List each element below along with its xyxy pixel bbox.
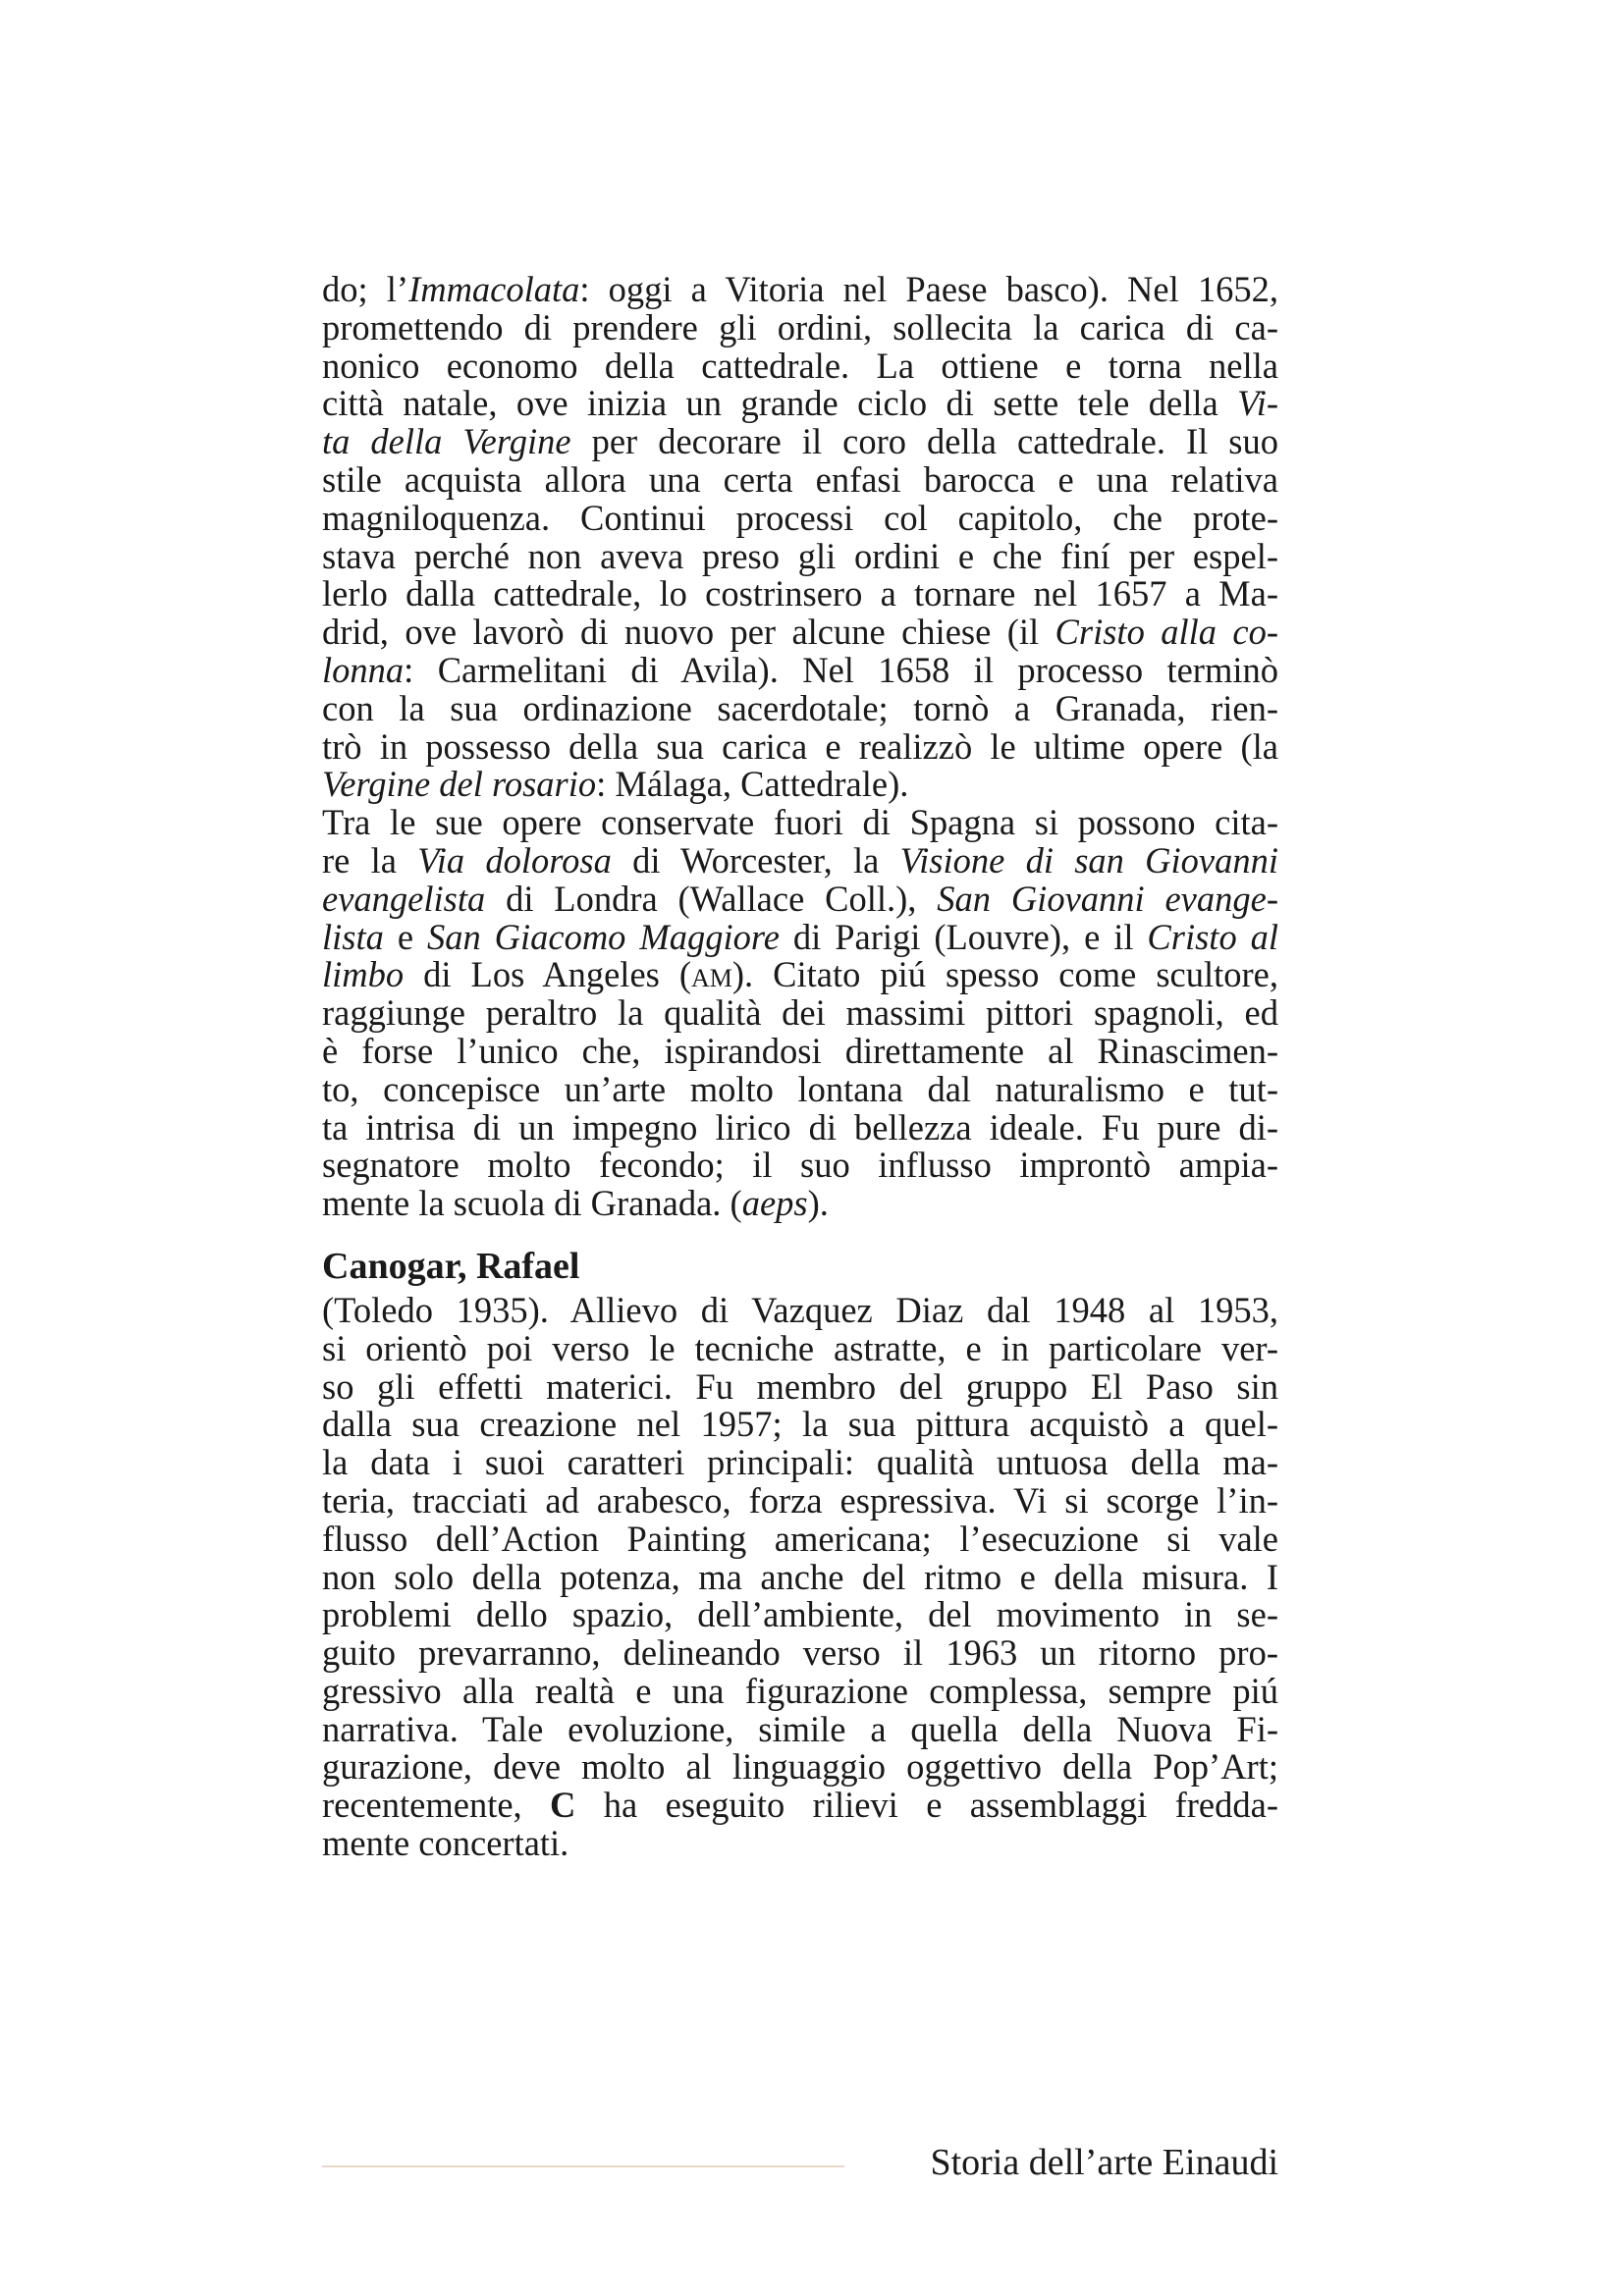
text-line — [322, 575, 1278, 614]
text-line — [322, 1518, 1278, 1559]
text-run: nonico economo della cattedrale. La ottiene e torna nella — [322, 345, 1278, 386]
author-initials: am — [691, 954, 732, 995]
text-run: ). — [807, 1183, 829, 1224]
text-run: mente la scuola di Granada. ( — [322, 1183, 742, 1224]
italic-title: Cristo al — [1147, 916, 1279, 957]
text-line — [322, 804, 1278, 842]
text-line — [322, 1365, 1278, 1407]
italic-title: limbo — [322, 954, 405, 995]
text-run: to, concepisce un’arte molto lontana dal naturalismo e tut- — [322, 1068, 1278, 1109]
text-line — [322, 423, 1278, 461]
text-run: Tra le sue opere conservate fuori di Spagna si possono cita- — [322, 802, 1278, 843]
text-run: : Carmelitani di Avila). Nel 1658 il processo terminò — [404, 649, 1278, 690]
text-line — [322, 271, 1278, 309]
text-run: promettendo di prendere gli ordini, sollecita la carica di ca- — [322, 306, 1278, 347]
text-run: di Worcester, la — [611, 839, 900, 881]
text-line — [322, 916, 1279, 957]
italic-title: Visione di san Giovanni — [899, 839, 1278, 881]
text-line — [322, 1068, 1278, 1109]
page-footer — [322, 2138, 1278, 2187]
text-run: città natale, ove inizia un grande ciclo di sette tele della — [322, 383, 1238, 424]
text-line — [322, 1289, 1278, 1330]
text-line — [322, 649, 1278, 690]
italic-title: San Giacomo Maggiore — [426, 916, 780, 957]
text-line — [322, 1327, 1278, 1368]
text-run: dalla sua creazione nel 1957; la sua pittura acquistò a quel- — [322, 1404, 1278, 1445]
paragraph-2 — [322, 804, 1278, 1223]
text-run: raggiunge peraltro la qualità dei massimi pittori spagnoli, ed — [322, 992, 1278, 1034]
italic-title: San Giovanni evange- — [937, 878, 1278, 919]
italic-title: lista — [322, 916, 384, 957]
text-line — [322, 1787, 1278, 1825]
text-line — [322, 497, 1278, 538]
text-run: teria, tracciati ad arabesco, forza espressiva. Vi si scorge l’in- — [322, 1479, 1278, 1521]
text-run: recentemente, — [322, 1785, 551, 1826]
text-run: trò in possesso della sua carica e realizzò le ultime opere (la — [322, 725, 1278, 767]
text-line — [322, 1748, 1278, 1787]
text-line — [322, 1596, 1278, 1634]
footer-title: Storia dell’arte Einaudi — [930, 2142, 1278, 2183]
text-run: ). Citato piú spesso come scultore, — [731, 954, 1278, 995]
text-line — [322, 994, 1278, 1033]
text-line — [322, 1185, 1278, 1223]
text-run: stava perché non aveva preso gli ordini e che finí per espel- — [322, 535, 1278, 576]
text-run: lerlo dalla cattedrale, lo costrinsero a tornare nel 1657 a Ma- — [322, 573, 1278, 614]
text-run: e — [383, 916, 427, 957]
italic-title: Immacolata — [408, 269, 580, 309]
text-run: : Málaga, Cattedrale). — [596, 764, 909, 805]
text-run: di Parigi (Louvre), e il — [779, 916, 1148, 957]
text-run: mente concertati. — [322, 1823, 569, 1864]
text-run: narrativa. Tale evoluzione, simile a quella della Nuova Fi- — [322, 1708, 1278, 1749]
bold-initial: C — [550, 1785, 576, 1826]
text-line — [322, 1147, 1278, 1185]
text-run: drid, ove lavorò di nuovo per alcune chiese (il — [322, 612, 1055, 653]
italic-title: Vi- — [1237, 383, 1278, 424]
text-line — [322, 347, 1278, 386]
text-run: problemi dello spazio, dell’ambiente, del movimento in se- — [322, 1594, 1278, 1635]
text-line — [322, 1030, 1278, 1071]
text-run: gressivo alla realtà e una figurazione complessa, sempre piú — [322, 1670, 1278, 1711]
text-run: ha eseguito rilievi e assemblaggi fredda- — [575, 1785, 1278, 1826]
text-line — [322, 1825, 1278, 1863]
text-line — [322, 878, 1278, 919]
italic-title: Vergine del rosario — [322, 764, 597, 805]
paragraph-1 — [322, 271, 1278, 804]
text-run: non solo della potenza, ma anche del ritmo e della misura. I — [322, 1556, 1278, 1597]
text-run: flusso dell’Action Painting americana; l’esecuzione si vale — [322, 1518, 1278, 1559]
text-line — [322, 1106, 1278, 1148]
italic-title: Cristo alla co- — [1055, 612, 1278, 653]
text-line — [322, 1556, 1278, 1597]
text-line — [322, 535, 1278, 576]
text-run: ta intrisa di un impegno lirico di bellezza ideale. Fu pure di- — [322, 1106, 1278, 1148]
text-run: segnatore molto fecondo; il suo influsso improntò ampia- — [322, 1145, 1278, 1186]
text-line — [322, 1479, 1278, 1521]
text-run: so gli effetti materici. Fu membro del gruppo El Paso sin — [322, 1365, 1278, 1407]
text-line — [322, 1670, 1278, 1711]
text-line — [322, 385, 1278, 423]
italic-title: ta della Vergine — [322, 421, 571, 462]
text-line — [322, 839, 1278, 881]
text-line — [322, 614, 1278, 652]
text-line — [322, 725, 1278, 767]
text-line — [322, 1406, 1278, 1444]
page-body — [322, 271, 1278, 1863]
text-run: di Londra (Wallace Coll.), — [485, 878, 938, 919]
text-run: stile acquista allora una certa enfasi barocca e una relativa — [322, 458, 1278, 500]
text-line — [322, 458, 1278, 500]
text-run: re la — [322, 839, 418, 881]
text-run: per decorare il coro della cattedrale. Il suo — [570, 421, 1278, 462]
text-line — [322, 1634, 1278, 1673]
text-run: di Los Angeles ( — [404, 954, 691, 995]
text-line — [322, 1444, 1278, 1482]
text-line — [322, 766, 1278, 804]
text-line — [322, 306, 1278, 347]
text-line — [322, 687, 1278, 728]
text-run: do; l’ — [322, 269, 409, 309]
italic-title: evangelista — [322, 878, 486, 919]
text-run: (Toledo 1935). Allievo di Vazquez Diaz dal 1948 al 1953, — [322, 1289, 1278, 1330]
text-run: : oggi a Vitoria nel Paese basco). Nel 1652, — [579, 269, 1278, 309]
text-line — [322, 1708, 1278, 1749]
italic-title: Via dolorosa — [417, 839, 612, 881]
entry-body — [322, 1289, 1278, 1864]
italic-title: lonna — [322, 649, 405, 690]
text-run: magniloquenza. Continui processi col capitolo, che prote- — [322, 497, 1278, 538]
text-run: con la sua ordinazione sacerdotale; tornò a Granada, rien- — [322, 687, 1278, 728]
text-line — [322, 956, 1278, 994]
entry-heading: Canogar, Rafael — [322, 1245, 580, 1287]
text-run: gurazione, deve molto al linguaggio oggettivo della Pop’Art; — [322, 1746, 1278, 1788]
text-run: la data i suoi caratteri principali: qualità untuosa della ma- — [322, 1442, 1278, 1483]
text-run: è forse l’unico che, ispirandosi direttamente al Rinascimen- — [322, 1030, 1278, 1071]
italic-title: aeps — [741, 1183, 808, 1224]
footer-rule — [322, 2165, 844, 2167]
text-run: si orientò poi verso le tecniche astratte, e in particolare ver- — [322, 1327, 1278, 1368]
text-run: guito prevarranno, delineando verso il 1963 un ritorno pro- — [322, 1632, 1278, 1674]
